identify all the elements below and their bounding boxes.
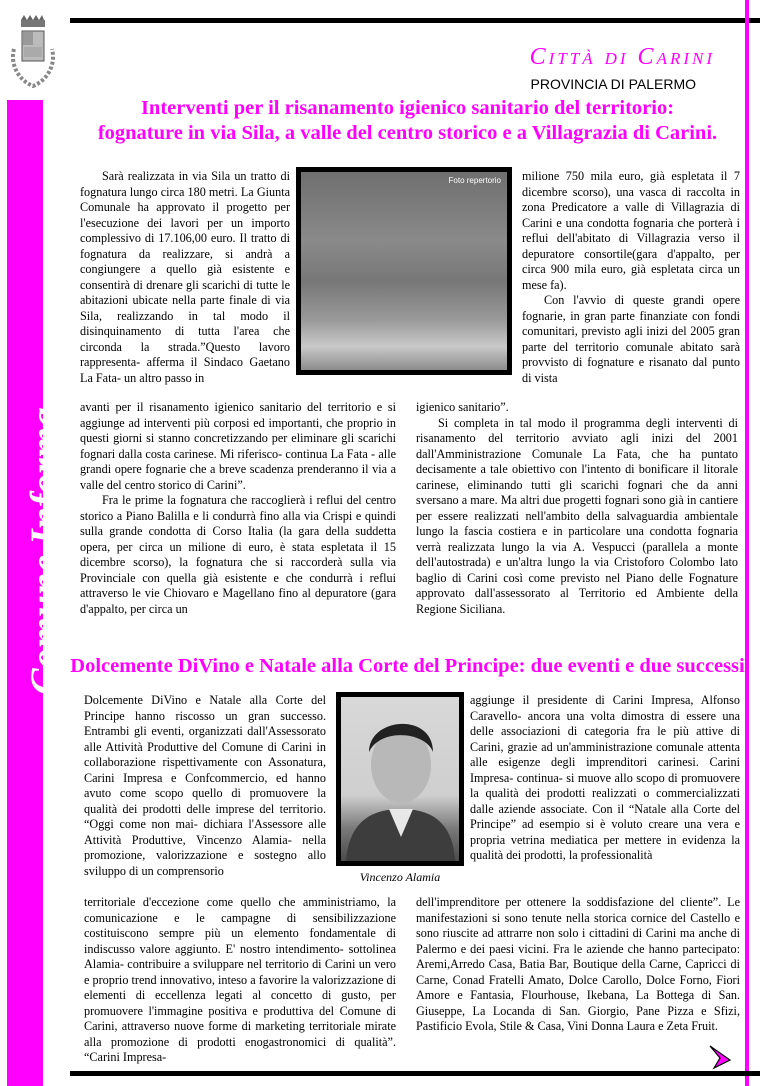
coat-of-arms-icon — [4, 14, 62, 94]
article2-headline: Dolcemente DiVino e Natale alla Corte del Principe: due eventi e due successi — [70, 655, 745, 677]
article1-paragraph: milione 750 mila euro, già espletata il 7 dicembre scorso), una vasca di raccolta in zona Predicatore a valle di Villagrazia di Carini e una condotta fognaria che porterà i reflui dell'abitato di Villagrazia verso il depuratore consortile(gara d'appalto, per circa 900 mila euro, già espletata circa un mese fa). — [522, 169, 740, 292]
right-accent-rule — [745, 0, 749, 1086]
article2-col3 — [470, 693, 740, 864]
article1-headline-line2: fognature in via Sila, a valle del centro storico e a Villagrazia di Carini. — [97, 122, 718, 144]
bottom-rule — [70, 1071, 760, 1076]
article1-col1 — [80, 169, 290, 386]
article2-paragraph: aggiunge il presidente di Carini Impresa, Alfonso Caravello- ancora una volta dimostra di essere una delle associazioni di categoria fra le più attive di Carini, grazie ad un'amministrazione comunale attenta alle esigenze degli imprenditori carinesi. Carini Impresa- continua- si muove allo scopo di promuovere la qualità dei prodotti realizzati o commercializzati dalle aziende associate. Con il “Natale alla Corte del Principe” ad esempio si è voluto creare una vera e propria vetrina mediatica per mettere in evidenza la qualità dei prodotti, la professionalità — [470, 693, 740, 862]
portrait-silhouette-icon — [341, 697, 459, 861]
article1-col3-wide — [416, 400, 738, 617]
article2-paragraph: dell'imprenditore per ottenere la soddisfazione del cliente”. Le manifestazioni si sono tenute nella storica cornice del Castello e sono riuscite ad attrarre non solo i cittadini di Carini ma anche di Palermo e dei paesi vicini. Fra le aziende che hanno partecipato: Aremi,Arredo Casa, Batia Bar, Boutique della Carne, Capricci di Carne, Conad Fratelli Amato, Dolce Carollo, Dolce Forno, Fiori Amore e Fantasia, Flourhouse, Ikebana, La Bottega di San. Giuseppe, La Locanda di San. Giorgio, Pane Pizza e Sfizi, Pastificio Evola, Stile & Casa, Vini Donna Laura e Zeta Fruit. — [416, 895, 740, 1033]
article1-col1-wide — [80, 400, 396, 617]
article1-headline-line1: Interventi per il risanamento igienico sanitario del territorio: — [140, 97, 675, 119]
section-title: Comune Informa — [22, 407, 67, 695]
article2-paragraph: territoriale d'eccezione come quello che amministriamo, la comunicazione e le campagne di sensibilizzazione costituiscono sempre più un elemento fondamentale di indiscusso valore aggiunto. E' nostro intendimento- sottolinea Alamia- contribuire a sviluppare nel territorio di Carini un vero e proprio trend innovativo, inteso a favorire la valorizzazione di elementi di eccellenza legati al concetto di gusto, per promuovere l'immagine positiva e produttiva del Comune di Carini, attraverso nuove forme di marketing territoriale mirate alla promozione di prodotti enogastronomici di qualità”. “Carini Impresa- — [84, 895, 396, 1064]
article1-paragraph: avanti per il risanamento igienico sanitario del territorio e si aggiunge ad interventi più corposi ed importanti, che proprio in questi giorni si stanno concretizzando per eliminare gli scarichi fognari dalla costa carinese. Mi riferisco- continua La Fata - alle grandi opere fognarie che a breve scadenza prenderanno il via a valle del centro storico di Carini”. — [80, 400, 396, 492]
article2-col3-wide — [416, 895, 740, 1035]
city-name: Città di Carini — [529, 44, 715, 70]
article1-paragraph: Si completa in tal modo il programma degli interventi di risanamento del territorio avviato agli inizi del 2001 dall'Amministrazione Comunale La Fata, che ha puntato decisamente a tale obiettivo con l'intento di bonificare il litorale carinese, eliminando tutti gli scarichi fognari che da anni sversano a mare. Ma altri due progetti fognari sono già in cantiere per essere realizzati nell'ambito della salvaguardia ambientale lungo la fascia costiera e in particolare una condotta fognaria verrà realizzata lungo la via A. Vespucci (parallela a monte dell'autostrada) e un'altra lungo la via Cristoforo Colombo lato baglio di Carini così come previsto nel Piano delle Fognature approvato dall'assessorato al Territorio ed Ambiente della Regione Siciliana. — [416, 415, 738, 616]
worker-photo — [301, 172, 507, 370]
photo-caption: Vincenzo Alamia — [359, 870, 441, 884]
province-label: PROVINCIA DI PALERMO — [530, 76, 696, 92]
article1-paragraph: Fra le prime la fognatura che raccoglierà i reflui del centro storico a Piano Balilla e li condurrà fino alla via Crispi e quindi sulla grande condotta di Corso Italia (la gara della suddetta opera, per circa un milione di euro, è stata espletata il 15 dicembre scorso), la fognatura che si raccorderà sulla via Provinciale con quella già esistente e che condurrà i reflui attraverso le vie Chiovaro e Magellano fino al depuratore (gara d'appalto, per circa un — [80, 493, 396, 616]
article1-headline — [70, 96, 745, 146]
top-rule — [70, 18, 760, 23]
article2-paragraph: Dolcemente DiVino e Natale alla Corte del Principe hanno riscosso un gran successo. Entrambi gli eventi, organizzati dall'Assessorato alle Attività Produttive del Comune di Carini in collaborazione rispettivamente con Assonatura, Carini Impresa e Confcommercio, ed hanno avuto come scopo quello di promuovere la qualità dei prodotti delle imprese del territorio. “Oggi come non mai- dichiara l'Assessore alle Attività Produttive, Vincenzo Alamia- nella promozione, valorizzazione e sostegno allo sviluppo di un comprensorio — [84, 693, 326, 878]
article1-paragraph: Sarà realizzata in via Sila un tratto di fognatura lungo circa 180 metri. La Giunta Comunale ha approvato il progetto per l'esecuzione dei lavori per un importo complessivo di 17.106,00 euro. Il tratto di fognatura da realizzare, si andrà a congiungere a quello già esistente e consentirà di drenare gli scarichi di tutte le abitazioni ubicate nella parte finale di via Sila, realizzando in tal modo il disinquinamento di tutta l'area che circonda la strada.”Questo lavoro rappresenta- afferma il Sindaco Gaetano La Fata- un altro passo in — [80, 169, 290, 385]
next-page-arrow-icon[interactable] — [708, 1044, 732, 1070]
article1-paragraph: Con l'avvio di queste grandi opere fognarie, in gran parte finanziate con fondi comunitari, previsto agli inizi del 2005 gran parte del territorio comunale abitato sarà provvisto di fognature e risanato dal punto di vista — [522, 293, 740, 385]
portrait-photo — [341, 697, 459, 861]
article2-photo — [336, 692, 464, 866]
article2-col1-wide — [84, 895, 396, 1066]
photo-credit: Foto repertorio — [448, 176, 501, 185]
article1-col3 — [522, 169, 740, 386]
article1-paragraph: igienico sanitario”. — [416, 400, 509, 414]
article1-photo — [296, 167, 512, 375]
article2-col1 — [84, 693, 326, 879]
